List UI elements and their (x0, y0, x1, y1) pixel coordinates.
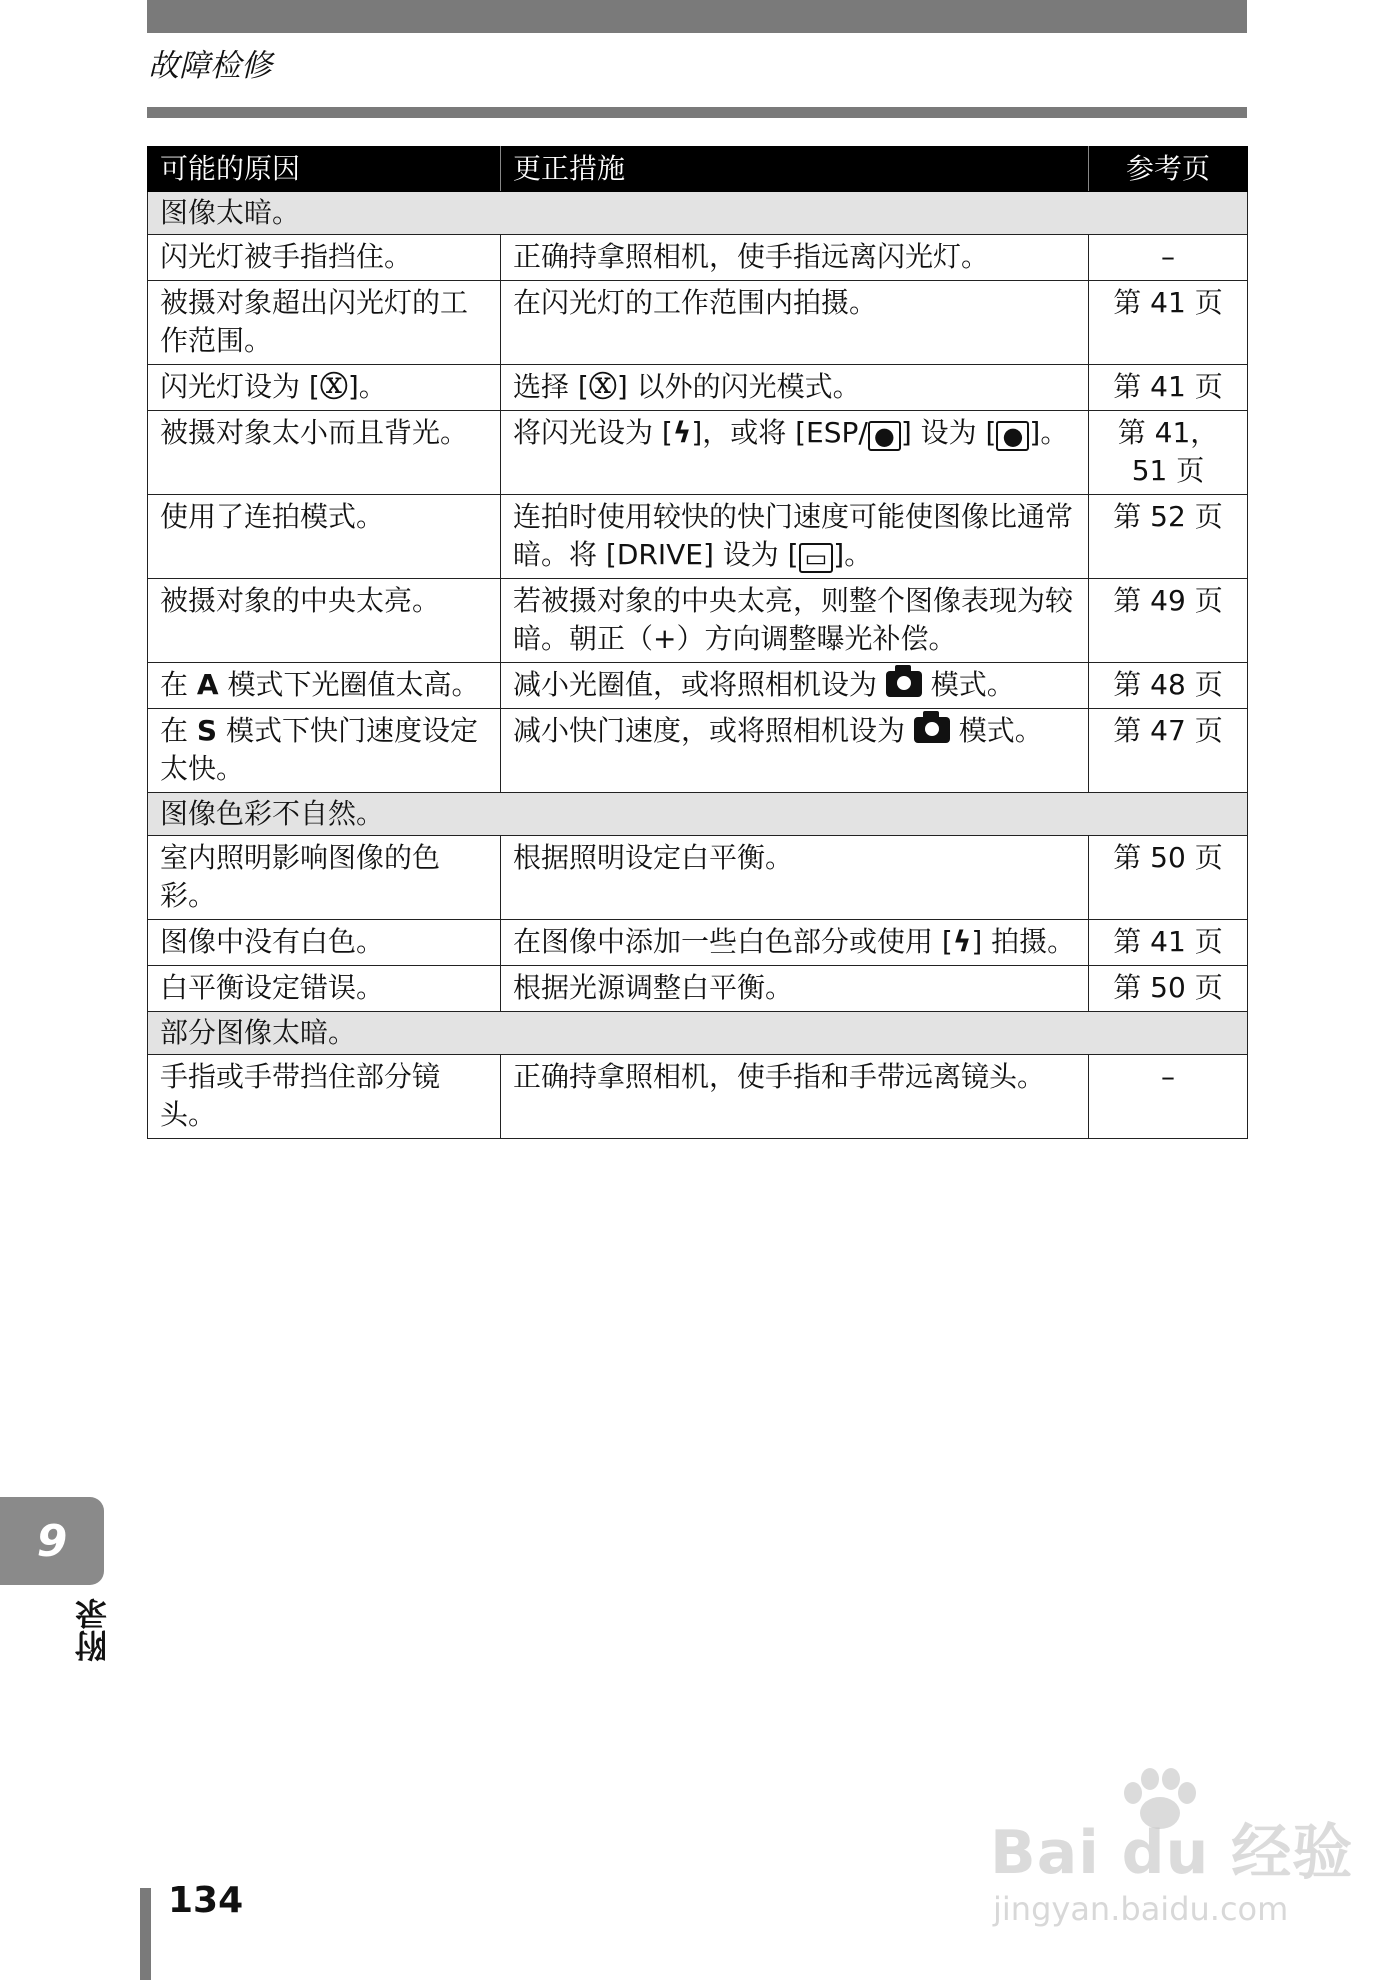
fix-text: ]。 (1029, 416, 1069, 449)
ref-cell: 第 50 页 (1089, 836, 1248, 920)
watermark-logo: Bai du 经验 (990, 1818, 1354, 1888)
spot-metering-icon: ● (868, 421, 901, 451)
cause-cell: 图像中没有白色。 (148, 920, 501, 966)
ref-cell: – (1089, 1055, 1248, 1139)
ref-cell: 第 50 页 (1089, 966, 1248, 1012)
fix-cell (501, 411, 1089, 495)
fix-cell: 若被摄对象的中央太亮，则整个图像表现为较暗。朝正（+）方向调整曝光补偿。 (501, 579, 1089, 663)
top-bar (147, 0, 1247, 33)
fix-text: ] 拍摄。 (971, 925, 1076, 958)
ref-cell: 第 47 页 (1089, 709, 1248, 793)
section-row (148, 1012, 1248, 1055)
ref-cell: 第 48 页 (1089, 663, 1248, 709)
ref-cell: 第 41 页 (1089, 281, 1248, 365)
fix-cell (501, 365, 1089, 411)
cause-cell (148, 365, 501, 411)
cause-cell: 闪光灯被手指挡住。 (148, 235, 501, 281)
cause-text: 在 (160, 714, 197, 747)
watermark-url: jingyan.baidu.com (993, 1890, 1289, 1928)
table-row (148, 709, 1248, 793)
section-row (148, 793, 1248, 836)
table-row (148, 281, 1248, 365)
chapter-label: 附录 (74, 1598, 112, 1662)
fix-text: 将闪光设为 [ (513, 416, 673, 449)
cause-cell: 手指或手带挡住部分镜头。 (148, 1055, 501, 1139)
column-header-cause: 可能的原因 (148, 147, 501, 192)
cause-cell: 白平衡设定错误。 (148, 966, 501, 1012)
ref-cell: 第 41 页 (1089, 365, 1248, 411)
table-row (148, 1055, 1248, 1139)
fix-text: ]。 (833, 538, 873, 571)
fix-text: 减小快门速度，或将照相机设为 (513, 714, 914, 747)
fix-text: 模式。 (949, 714, 1043, 747)
shutter-mode-icon: S (196, 714, 218, 747)
flash-icon: ϟ (952, 925, 972, 958)
section-title: 故障检修 (148, 48, 272, 84)
fix-cell: 根据照明设定白平衡。 (501, 836, 1089, 920)
cause-cell: 被摄对象太小而且背光。 (148, 411, 501, 495)
fix-text: ] 设为 [ (900, 416, 997, 449)
section-row (148, 192, 1248, 235)
header-rule (147, 107, 1247, 118)
table-row (148, 411, 1248, 495)
ref-cell: 第 41 页 (1089, 920, 1248, 966)
fix-cell (501, 495, 1089, 579)
fix-text: ]，或将 [ESP/ (691, 416, 868, 449)
camera-icon (886, 671, 922, 697)
fix-text: 在图像中添加一些白色部分或使用 [ (513, 925, 953, 958)
table-row (148, 365, 1248, 411)
ref-cell: 第 52 页 (1089, 495, 1248, 579)
cause-text: 模式下光圈值太高。 (218, 668, 480, 701)
column-header-fix: 更正措施 (501, 147, 1089, 192)
fix-cell: 根据光源调整白平衡。 (501, 966, 1089, 1012)
page-number: 134 (168, 1880, 244, 1921)
spot-metering-icon: ● (996, 421, 1029, 451)
ref-cell: – (1089, 235, 1248, 281)
flash-off-icon: Ⓧ (588, 370, 617, 403)
fix-cell: 正确持拿照相机，使手指远离闪光灯。 (501, 235, 1089, 281)
cause-cell: 被摄对象的中央太亮。 (148, 579, 501, 663)
table-row (148, 836, 1248, 920)
table-row (148, 663, 1248, 709)
chapter-tab: 9 (0, 1497, 104, 1585)
single-frame-icon: ▭ (799, 543, 834, 573)
section-title-row: 图像色彩不自然。 (148, 793, 1248, 836)
cause-text: ]。 (347, 370, 387, 403)
page-bar (140, 1888, 151, 1980)
camera-icon (914, 717, 950, 743)
fix-text: 模式。 (921, 668, 1015, 701)
flash-icon: ϟ (672, 416, 692, 449)
cause-text: 在 (160, 668, 197, 701)
fix-text: 减小光圈值，或将照相机设为 (513, 668, 886, 701)
fix-cell: 在闪光灯的工作范围内拍摄。 (501, 281, 1089, 365)
table-row (148, 235, 1248, 281)
table-row (148, 920, 1248, 966)
column-header-ref: 参考页 (1089, 147, 1248, 192)
cause-cell (148, 709, 501, 793)
cause-text: 模式下快门速度设定太快。 (160, 714, 478, 785)
table-row (148, 579, 1248, 663)
fix-text: ] 以外的闪光模式。 (616, 370, 861, 403)
fix-cell: 正确持拿照相机，使手指和手带远离镜头。 (501, 1055, 1089, 1139)
fix-text: 选择 [ (513, 370, 589, 403)
flash-off-icon: Ⓧ (319, 370, 348, 403)
ref-cell: 第 41，51 页 (1089, 411, 1248, 495)
cause-cell (148, 663, 501, 709)
table-header-row (148, 147, 1248, 192)
fix-cell (501, 920, 1089, 966)
cause-text: 闪光灯设为 [ (160, 370, 320, 403)
section-title-row: 图像太暗。 (148, 192, 1248, 235)
section-title-row: 部分图像太暗。 (148, 1012, 1248, 1055)
troubleshooting-table (147, 146, 1248, 1139)
aperture-mode-icon: A (196, 668, 219, 701)
table-row (148, 966, 1248, 1012)
cause-cell: 室内照明影响图像的色彩。 (148, 836, 501, 920)
table-row (148, 495, 1248, 579)
ref-cell: 第 49 页 (1089, 579, 1248, 663)
cause-cell: 被摄对象超出闪光灯的工作范围。 (148, 281, 501, 365)
cause-cell: 使用了连拍模式。 (148, 495, 501, 579)
fix-cell (501, 663, 1089, 709)
fix-text: 连拍时使用较快的快门速度可能使图像比通常暗。将 [DRIVE] 设为 [ (513, 500, 1074, 571)
fix-cell (501, 709, 1089, 793)
